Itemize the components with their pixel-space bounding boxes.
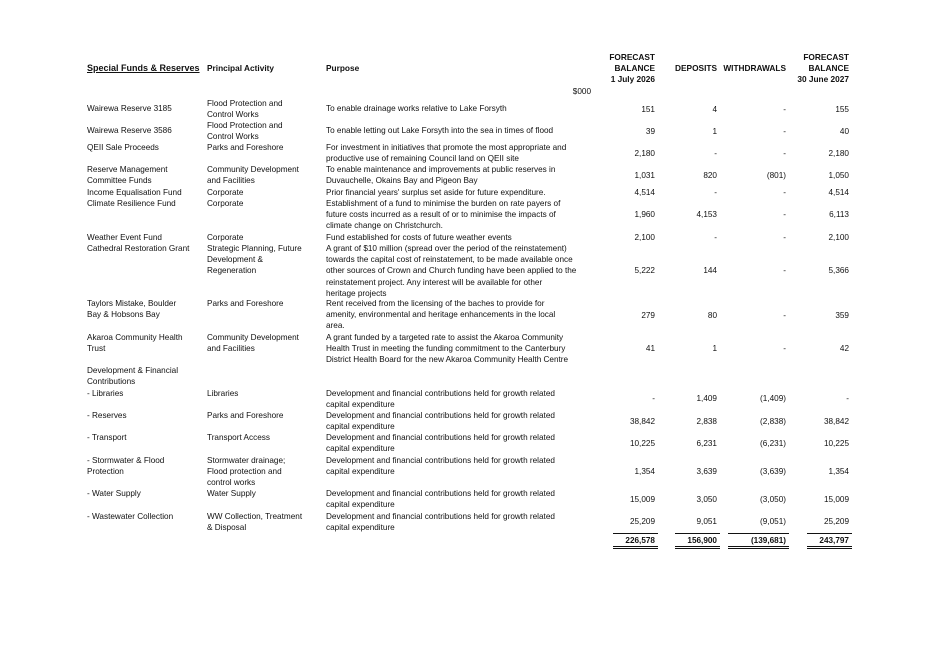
fund-name: Development & Financial	[87, 366, 179, 375]
fund-name: - Water Supply	[87, 489, 141, 498]
opening-balance-cell: 2,180	[634, 149, 655, 158]
principal-activity: Flood Protection and	[207, 99, 283, 108]
header-closing-balance: 30 June 2027	[797, 74, 849, 84]
purpose-text: capital expenditure	[326, 500, 395, 510]
purpose-text: productive use of remaining Council land on QEII site	[326, 154, 519, 164]
fund-name: Cathedral Restoration Grant	[87, 244, 190, 253]
opening-balance-cell: 41	[645, 344, 655, 353]
withdrawals-cell: -	[783, 311, 786, 320]
withdrawals-cell: -	[783, 127, 786, 136]
fund-name: Reserve Management	[87, 165, 168, 174]
opening-balance-cell: 5,222	[634, 266, 655, 275]
purpose-text: capital expenditure	[326, 400, 395, 410]
deposits-cell: 1	[712, 344, 717, 353]
deposits-cell: 1	[712, 127, 717, 136]
fund-name: - Reserves	[87, 411, 127, 420]
purpose-text: Development and financial contributions held for growth related	[326, 489, 555, 498]
withdrawals-cell: -	[783, 188, 786, 197]
principal-activity: Community Development	[207, 165, 299, 174]
total-rule	[807, 548, 852, 549]
purpose-text: other sources of Crown and Church funding have been applied to the	[326, 266, 577, 276]
closing-balance-cell: 42	[839, 344, 849, 353]
purpose-text: To enable drainage works relative to Lake Forsyth	[326, 104, 507, 113]
total-deposits: 156,900	[687, 536, 717, 545]
principal-activity: Water Supply	[207, 489, 256, 498]
withdrawals-cell: (6,231)	[760, 439, 786, 448]
principal-activity: and Facilities	[207, 176, 255, 186]
header-opening-balance: FORECAST	[609, 52, 655, 62]
header-activity: Principal Activity	[207, 63, 275, 73]
unit-label: $000	[572, 87, 591, 96]
closing-balance-cell: 1,354	[828, 467, 849, 476]
header-opening-balance: 1 July 2026	[610, 74, 655, 84]
purpose-text: amenity, environmental and heritage enhancements in the local	[326, 310, 556, 320]
closing-balance-cell: 10,225	[823, 439, 849, 448]
deposits-cell: 2,838	[696, 417, 717, 426]
opening-balance-cell: 25,209	[629, 517, 655, 526]
closing-balance-cell: 40	[839, 127, 849, 136]
header-withdrawals: WITHDRAWALS	[723, 63, 786, 73]
principal-activity: Regeneration	[207, 266, 257, 276]
purpose-text: future costs incurred as a result of or to minimise the impacts of	[326, 210, 556, 220]
opening-balance-cell: 38,842	[629, 417, 655, 426]
total-rule	[807, 546, 852, 547]
fund-name: - Libraries	[87, 389, 124, 398]
closing-balance-cell: 15,009	[823, 495, 849, 504]
deposits-cell: 80	[707, 311, 717, 320]
purpose-text: towards the capital cost of reinstatement, to be made available once	[326, 255, 573, 265]
principal-activity: Transport Access	[207, 433, 270, 442]
purpose-text: climate change on Christchurch.	[326, 221, 443, 231]
principal-activity: Flood Protection and	[207, 121, 283, 130]
fund-name: Trust	[87, 344, 106, 354]
purpose-text: reinstatement project. Any interest will be available for other	[326, 277, 543, 287]
withdrawals-cell: (3,639)	[760, 467, 786, 476]
header-closing-balance: FORECAST	[803, 52, 849, 62]
fund-name: - Transport	[87, 433, 127, 442]
purpose-text: Rent received from the licensing of the baches to provide for	[326, 299, 545, 308]
purpose-text: capital expenditure	[326, 467, 395, 477]
deposits-cell: 6,231	[696, 439, 717, 448]
closing-balance-cell: 359	[835, 311, 849, 320]
purpose-text: For investment in initiatives that promote the most appropriate and	[326, 143, 567, 152]
principal-activity: and Facilities	[207, 344, 255, 354]
fund-name: Income Equalisation Fund	[87, 188, 182, 197]
fund-name: Weather Event Fund	[87, 233, 162, 242]
purpose-text: To enable maintenance and improvements at public reserves in	[326, 165, 556, 174]
principal-activity: Community Development	[207, 333, 299, 342]
withdrawals-cell: (801)	[766, 171, 786, 180]
purpose-text: A grant of $10 million (spread over the period of the reinstatement)	[326, 244, 567, 253]
principal-activity: Parks and Foreshore	[207, 411, 284, 420]
purpose-text: Development and financial contributions held for growth related	[326, 411, 555, 420]
withdrawals-cell: (1,409)	[760, 394, 786, 403]
deposits-cell: 9,051	[696, 517, 717, 526]
principal-activity: Flood protection and	[207, 467, 282, 477]
purpose-text: area.	[326, 321, 345, 331]
total-rule	[675, 533, 720, 534]
total-rule	[728, 548, 789, 549]
deposits-cell: 3,050	[696, 495, 717, 504]
deposits-cell: 4	[712, 105, 717, 114]
purpose-text: capital expenditure	[326, 444, 395, 454]
withdrawals-cell: (2,838)	[760, 417, 786, 426]
purpose-text: Establishment of a fund to minimise the burden on rate payers of	[326, 199, 561, 208]
principal-activity: WW Collection, Treatment	[207, 512, 303, 521]
withdrawals-cell: -	[783, 233, 786, 242]
opening-balance-cell: 39	[645, 127, 655, 136]
principal-activity: Parks and Foreshore	[207, 143, 284, 152]
header-closing-balance: BALANCE	[808, 63, 849, 73]
withdrawals-cell: -	[783, 105, 786, 114]
purpose-text: District Health Board for the new Akaroa Community Health Centre	[326, 355, 569, 365]
total-rule	[613, 548, 658, 549]
closing-balance-cell: 38,842	[823, 417, 849, 426]
principal-activity: Development &	[207, 255, 263, 265]
closing-balance-cell: 2,100	[828, 233, 849, 242]
fund-name: Taylors Mistake, Boulder	[87, 299, 177, 308]
total-opening: 226,578	[625, 536, 655, 545]
opening-balance-cell: 1,031	[634, 171, 655, 180]
opening-balance-cell: 1,354	[634, 467, 655, 476]
header-opening-balance: BALANCE	[614, 63, 655, 73]
opening-balance-cell: 10,225	[629, 439, 655, 448]
purpose-text: Development and financial contributions held for growth related	[326, 433, 555, 442]
withdrawals-cell: -	[783, 210, 786, 219]
withdrawals-cell: (3,050)	[760, 495, 786, 504]
fund-name: Bay & Hobsons Bay	[87, 310, 160, 320]
principal-activity: Parks and Foreshore	[207, 299, 284, 308]
purpose-text: Health Trust in meeting the funding commitment to the Canterbury	[326, 344, 566, 354]
purpose-text: heritage projects	[326, 288, 387, 298]
purpose-text: capital expenditure	[326, 422, 395, 432]
deposits-cell: 144	[703, 266, 717, 275]
opening-balance-cell: 4,514	[634, 188, 655, 197]
fund-name: Contributions	[87, 377, 136, 387]
total-rule	[807, 533, 852, 534]
header-deposits: DEPOSITS	[675, 63, 717, 73]
fund-name: Climate Resilience Fund	[87, 199, 176, 208]
principal-activity: Libraries	[207, 389, 239, 398]
header-purpose: Purpose	[326, 63, 360, 73]
total-withdrawals: (139,681)	[750, 536, 786, 545]
opening-balance-cell: 15,009	[629, 495, 655, 504]
withdrawals-cell: (9,051)	[760, 517, 786, 526]
opening-balance-cell: 2,100	[634, 233, 655, 242]
deposits-cell: 4,153	[696, 210, 717, 219]
principal-activity: Corporate	[207, 233, 244, 242]
principal-activity: control works	[207, 478, 256, 488]
fund-name: Protection	[87, 467, 124, 477]
purpose-text: Duvauchelle, Okains Bay and Pigeon Bay	[326, 176, 478, 186]
withdrawals-cell: -	[783, 149, 786, 158]
closing-balance-cell: 4,514	[828, 188, 849, 197]
closing-balance-cell: 1,050	[828, 171, 849, 180]
closing-balance-cell: 155	[835, 105, 849, 114]
fund-name: - Wastewater Collection	[87, 512, 174, 521]
opening-balance-cell: -	[652, 394, 655, 403]
fund-name: QEII Sale Proceeds	[87, 143, 159, 152]
purpose-text: A grant funded by a targeted rate to assist the Akaroa Community	[326, 333, 564, 342]
total-closing: 243,797	[819, 536, 849, 545]
closing-balance-cell: 5,366	[828, 266, 849, 275]
deposits-cell: 3,639	[696, 467, 717, 476]
fund-name: Wairewa Reserve 3185	[87, 104, 172, 113]
opening-balance-cell: 1,960	[634, 210, 655, 219]
purpose-text: Fund established for costs of future weather events	[326, 233, 512, 242]
deposits-cell: -	[714, 188, 717, 197]
purpose-text: Prior financial years' surplus set aside for future expenditure.	[326, 188, 546, 197]
deposits-cell: 820	[703, 171, 717, 180]
withdrawals-cell: -	[783, 344, 786, 353]
opening-balance-cell: 151	[641, 105, 655, 114]
principal-activity: Control Works	[207, 132, 259, 142]
closing-balance-cell: -	[846, 394, 849, 403]
deposits-cell: -	[714, 233, 717, 242]
fund-name: - Stormwater & Flood	[87, 456, 165, 465]
total-rule	[675, 546, 720, 547]
purpose-text: Development and financial contributions held for growth related	[326, 456, 555, 465]
total-rule	[675, 548, 720, 549]
principal-activity: Control Works	[207, 110, 259, 120]
purpose-text: capital expenditure	[326, 523, 395, 533]
fund-name: Akaroa Community Health	[87, 333, 183, 342]
deposits-cell: -	[714, 149, 717, 158]
header-fund: Special Funds & Reserves	[87, 63, 200, 73]
opening-balance-cell: 279	[641, 311, 655, 320]
principal-activity: Corporate	[207, 188, 244, 197]
closing-balance-cell: 6,113	[829, 210, 849, 219]
closing-balance-cell: 25,209	[823, 517, 849, 526]
total-rule	[613, 533, 658, 534]
principal-activity: Corporate	[207, 199, 244, 208]
fund-name: Wairewa Reserve 3586	[87, 126, 172, 135]
fund-name: Committee Funds	[87, 176, 152, 186]
principal-activity: & Disposal	[207, 523, 247, 533]
total-rule	[728, 533, 789, 534]
principal-activity: Strategic Planning, Future	[207, 244, 302, 253]
closing-balance-cell: 2,180	[828, 149, 849, 158]
deposits-cell: 1,409	[696, 394, 717, 403]
purpose-text: To enable letting out Lake Forsyth into the sea in times of flood	[326, 126, 554, 135]
purpose-text: Development and financial contributions held for growth related	[326, 389, 555, 398]
withdrawals-cell: -	[783, 266, 786, 275]
principal-activity: Stormwater drainage;	[207, 456, 286, 465]
purpose-text: Development and financial contributions held for growth related	[326, 512, 555, 521]
